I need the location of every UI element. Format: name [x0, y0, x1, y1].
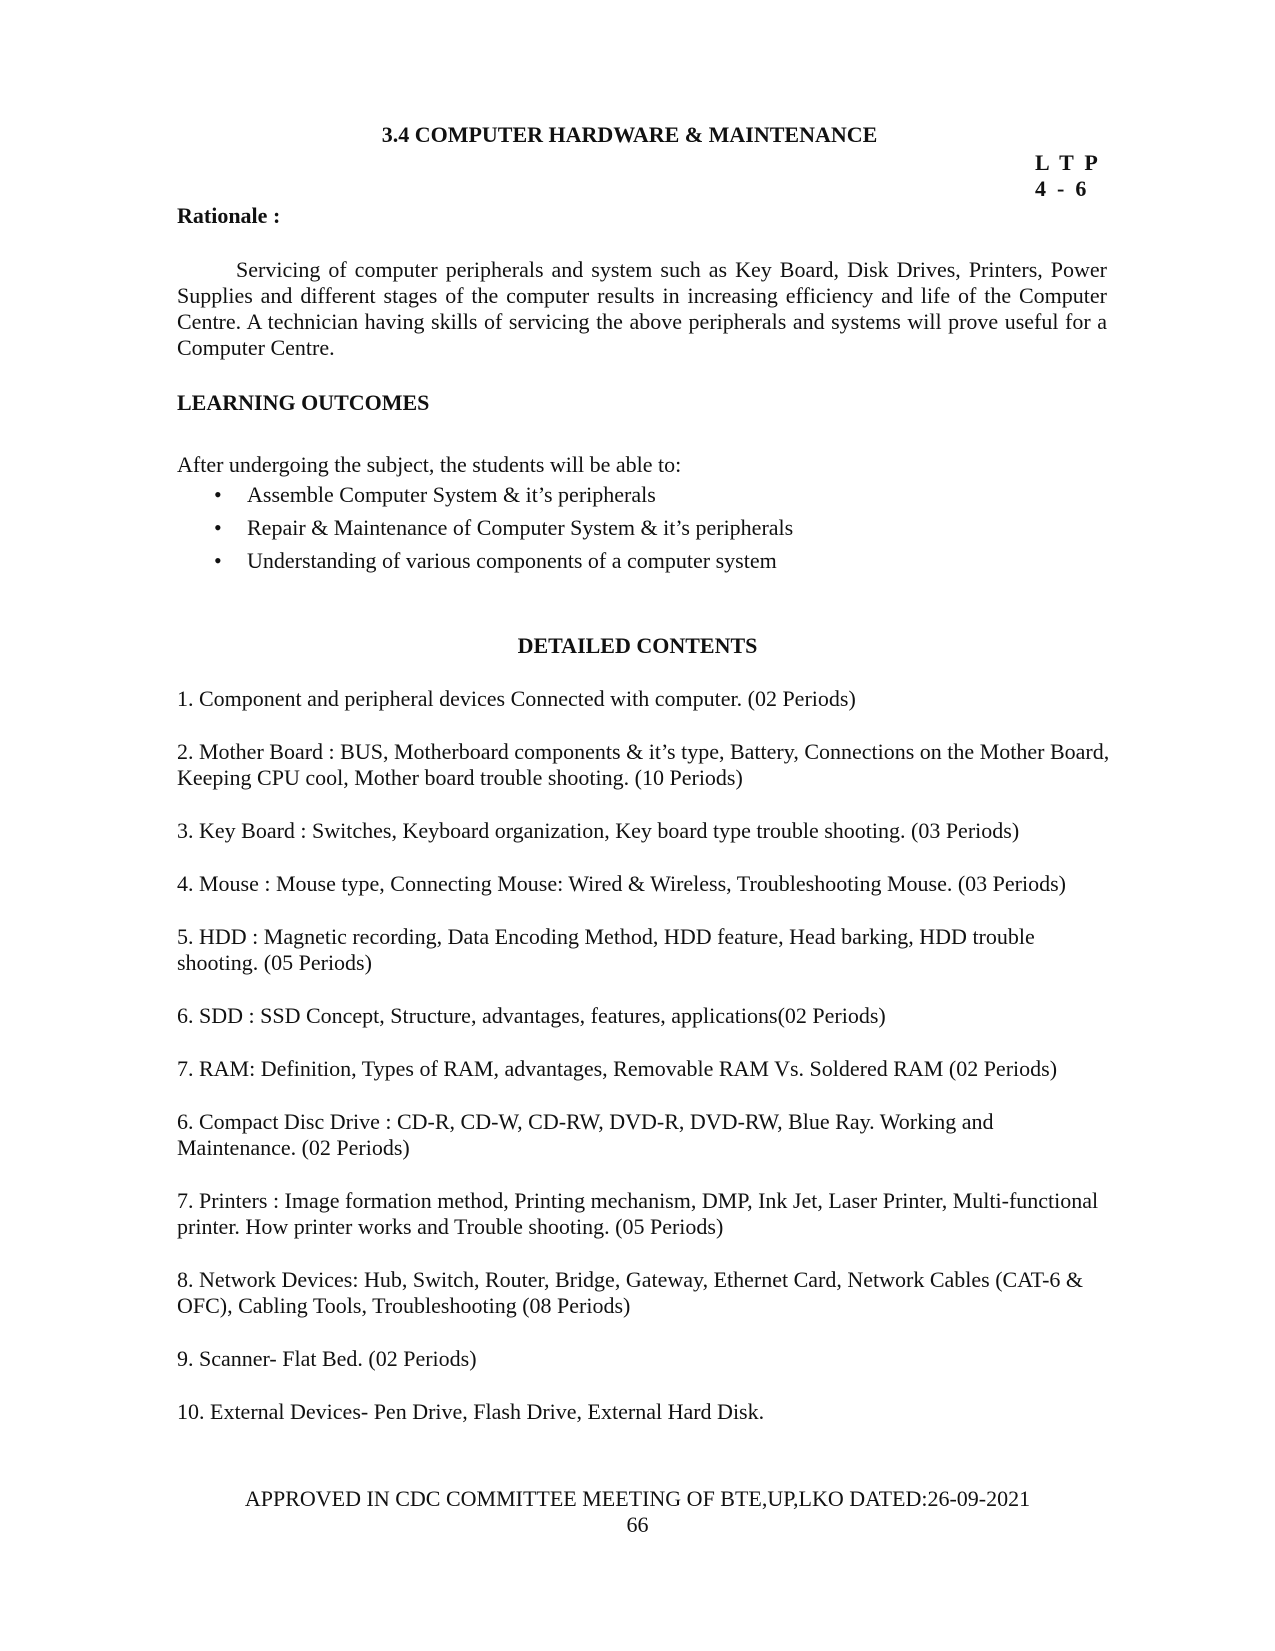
content-item: 1. Component and peripheral devices Connected with computer. (02 Periods): [177, 686, 856, 711]
learning-outcomes-list: [177, 482, 793, 581]
content-item: 3. Key Board : Switches, Keyboard organization, Key board type trouble shooting. (03 Periods): [177, 818, 1020, 843]
page-number: 66: [626, 1512, 649, 1537]
page-title-text: 3.4 COMPUTER HARDWARE & MAINTENANCE: [381, 122, 878, 147]
bullet-icon: •: [214, 482, 222, 507]
content-item: 6. Compact Disc Drive : CD-R, CD-W, CD-RW, DVD-R, DVD-RW, Blue Ray. Working and Maintenance. (02 Periods): [177, 1109, 994, 1160]
list-item-text: Understanding of various components of a computer system: [247, 548, 777, 573]
content-item: 7. Printers : Image formation method, Printing mechanism, DMP, Ink Jet, Laser Printer, Multi-functional printer. How printer works and Trouble shooting. (05 Periods): [177, 1188, 1099, 1239]
list-item: [177, 482, 793, 515]
learning-outcomes-intro: After undergoing the subject, the students will be able to:: [177, 452, 682, 477]
content-item: 5. HDD : Magnetic recording, Data Encoding Method, HDD feature, Head barking, HDD trouble shooting. (05 Periods): [177, 924, 1035, 975]
approval-note: APPROVED IN CDC COMMITTEE MEETING OF BTE,UP,LKO DATED:26-09-2021: [244, 1486, 1031, 1511]
page-footer: [0, 1486, 1275, 1538]
content-item: 7. RAM: Definition, Types of RAM, advantages, Removable RAM Vs. Soldered RAM (02 Periods): [177, 1056, 1058, 1081]
detailed-contents-heading: DETAILED CONTENTS: [517, 633, 758, 658]
content-item: 8. Network Devices: Hub, Switch, Router, Bridge, Gateway, Ethernet Card, Network Cables (CAT-6 & OFC), Cabling Tools, Troubleshooting (08 Periods): [177, 1267, 1084, 1318]
content-item: 6. SDD : SSD Concept, Structure, advantages, features, applications(02 Periods): [177, 1003, 886, 1028]
rationale-text: Servicing of computer peripherals and system such as Key Board, Disk Drives, Printers, Power Supplies and different stages of the computer results in increasing efficiency and life of the Computer Centre. A technician having skills of servicing the above peripherals and systems will prove useful for a Computer Centre.: [177, 257, 1107, 360]
rationale-heading: Rationale :: [177, 203, 281, 228]
content-item: 9. Scanner- Flat Bed. (02 Periods): [177, 1346, 477, 1371]
list-item-text: Repair & Maintenance of Computer System & it’s peripherals: [247, 515, 794, 540]
list-item: [177, 515, 793, 548]
page-title: [0, 122, 1275, 148]
content-item: 10. External Devices- Pen Drive, Flash Drive, External Hard Disk.: [177, 1399, 765, 1424]
ltp-header: L T P: [1035, 150, 1098, 175]
list-item: [177, 548, 793, 581]
ltp-values: 4 - 6: [1035, 176, 1087, 201]
content-item: 2. Mother Board : BUS, Motherboard components & it’s type, Battery, Connections on the Mother Board, Keeping CPU cool, Mother board trouble shooting. (10 Periods): [177, 739, 1110, 790]
list-item-text: Assemble Computer System & it’s peripherals: [247, 482, 656, 507]
content-item: 4. Mouse : Mouse type, Connecting Mouse: Wired & Wireless, Troubleshooting Mouse. (03 Periods): [177, 871, 1066, 896]
learning-outcomes-heading: LEARNING OUTCOMES: [177, 390, 430, 415]
bullet-icon: •: [214, 515, 222, 540]
detailed-contents-list: [177, 686, 1117, 1452]
bullet-icon: •: [214, 548, 222, 573]
